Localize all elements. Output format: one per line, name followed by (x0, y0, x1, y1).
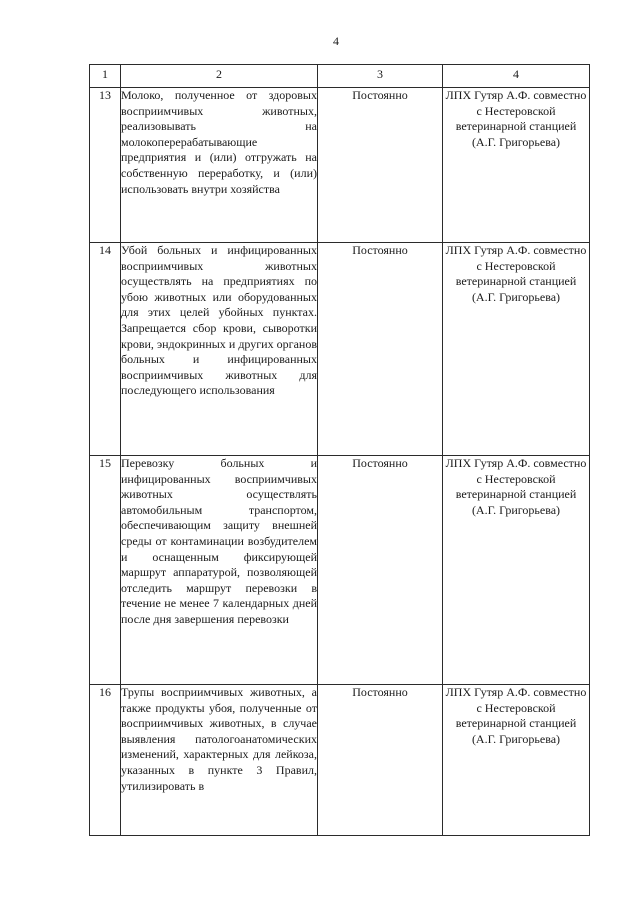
table-row (90, 685, 590, 836)
measure-text: Убой больных и инфицированных восприимчивых животных осуществлять на предприятиях по убою животных или оборудованных для этих целей убойных пунктах. Запрещается сбор крови, сыворотки крови, эндокринных и других органов больных и инфицированных восприимчивых животных для последующего использования (121, 243, 318, 456)
page-number: 4 (333, 34, 339, 48)
row-number: 13 (90, 88, 121, 243)
row-number: 16 (90, 685, 121, 836)
header-col-3: 3 (318, 65, 443, 88)
measure-term: Постоянно (318, 243, 443, 456)
header-col-4: 4 (443, 65, 590, 88)
row-number: 15 (90, 456, 121, 685)
row-number: 14 (90, 243, 121, 456)
table-row (90, 456, 590, 685)
measure-responsible: ЛПХ Гутяр А.Ф. совместно с Нестеровской ветеринарной станцией (А.Г. Григорьева) (443, 243, 590, 456)
measure-responsible: ЛПХ Гутяр А.Ф. совместно с Нестеровской ветеринарной станцией (А.Г. Григорьева) (443, 88, 590, 243)
measure-text: Трупы восприимчивых животных, а также продукты убоя, полученные от восприимчивых животных, в случае выявления патологоанатомических изменений, характерных для лейкоза, указанных в пункте 3 Правил, утилизировать в (121, 685, 318, 836)
measure-text: Перевозку больных и инфицированных восприимчивых животных осуществлять автомобильным транспортом, обеспечивающим защиту внешней среды от контаминации возбудителем и оснащенным фиксирующей маршрут аппаратурой, позволяющей отследить маршрут перевозки в течение не менее 7 календарных дней после дня завершения перевозки (121, 456, 318, 685)
table-row (90, 243, 590, 456)
measure-responsible: ЛПХ Гутяр А.Ф. совместно с Нестеровской ветеринарной станцией (А.Г. Григорьева) (443, 456, 590, 685)
measure-responsible: ЛПХ Гутяр А.Ф. совместно с Нестеровской ветеринарной станцией (А.Г. Григорьева) (443, 685, 590, 836)
measures-table (89, 64, 590, 836)
measure-term: Постоянно (318, 685, 443, 836)
table-header-row (90, 65, 590, 88)
table-row (90, 88, 590, 243)
measure-text: Молоко, полученное от здоровых восприимчивых животных, реализовывать на молокоперерабатывающие предприятия и (или) отгружать на собственную переработку, и (или) использовать внутри хозяйства (121, 88, 318, 243)
header-col-1: 1 (90, 65, 121, 88)
measure-term: Постоянно (318, 456, 443, 685)
header-col-2: 2 (121, 65, 318, 88)
measure-term: Постоянно (318, 88, 443, 243)
